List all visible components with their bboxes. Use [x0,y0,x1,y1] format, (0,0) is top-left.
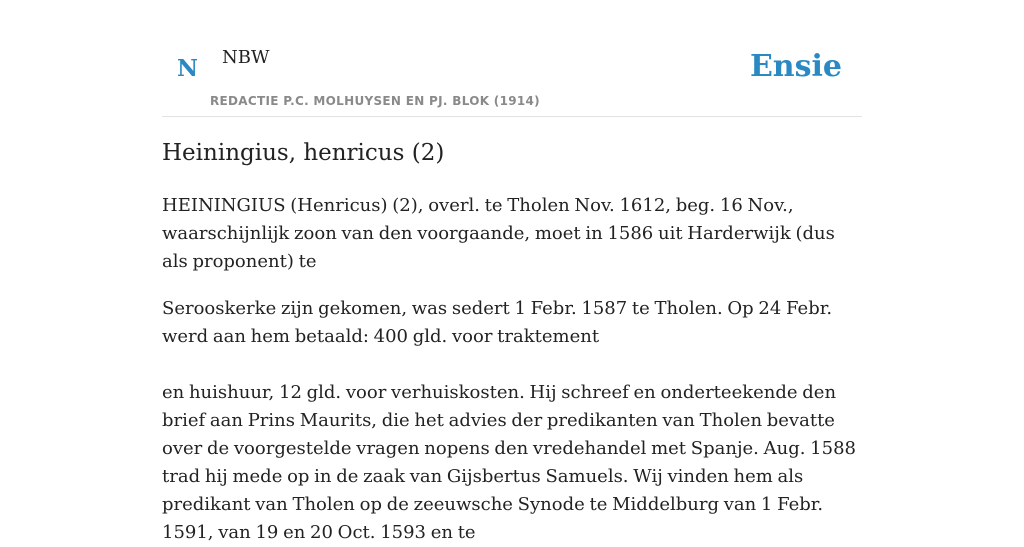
article-paragraph: Serooskerke zijn gekomen, was sedert 1 Febr. 1587 te Tholen. Op 24 Febr. werd aan hem betaald: 400 gld. voor traktement [162,298,833,347]
brand-logo[interactable]: Ensie [749,49,842,84]
page-container [162,0,862,543]
source-logo[interactable]: N [177,55,199,82]
article-paragraph: HEININGIUS (Henricus) (2), overl. te Tholen Nov. 1612, beg. 16 Nov., waarschijnlijk zoon van den voorgaande, moet in 1586 uit Harderwijk (dus als proponent) te [162,195,835,272]
source-subtitle: REDACTIE P.C. MOLHUYSEN EN PJ. BLOK (1914) [210,94,540,108]
article-paragraph: en huishuur, 12 gld. voor verhuiskosten. Hij schreef en onderteekende den brief aan Prins Maurits, die het advies der predikanten van Tholen bevatte over de voorgestelde vragen nopens den vredehandel met Spanje. Aug. 1588 trad hij mede op in de zaak van Gijsbertus Samuels. Wij vinden hem als predikant van Tholen op de zeeuwsche Synode te Middelburg van 1 Febr. 1591, van 19 en 20 Oct. 1593 en te [162,382,856,543]
source-name[interactable]: NBW [222,47,270,68]
article-title: Heiningius, henricus (2) [162,140,445,166]
header [162,0,862,117]
